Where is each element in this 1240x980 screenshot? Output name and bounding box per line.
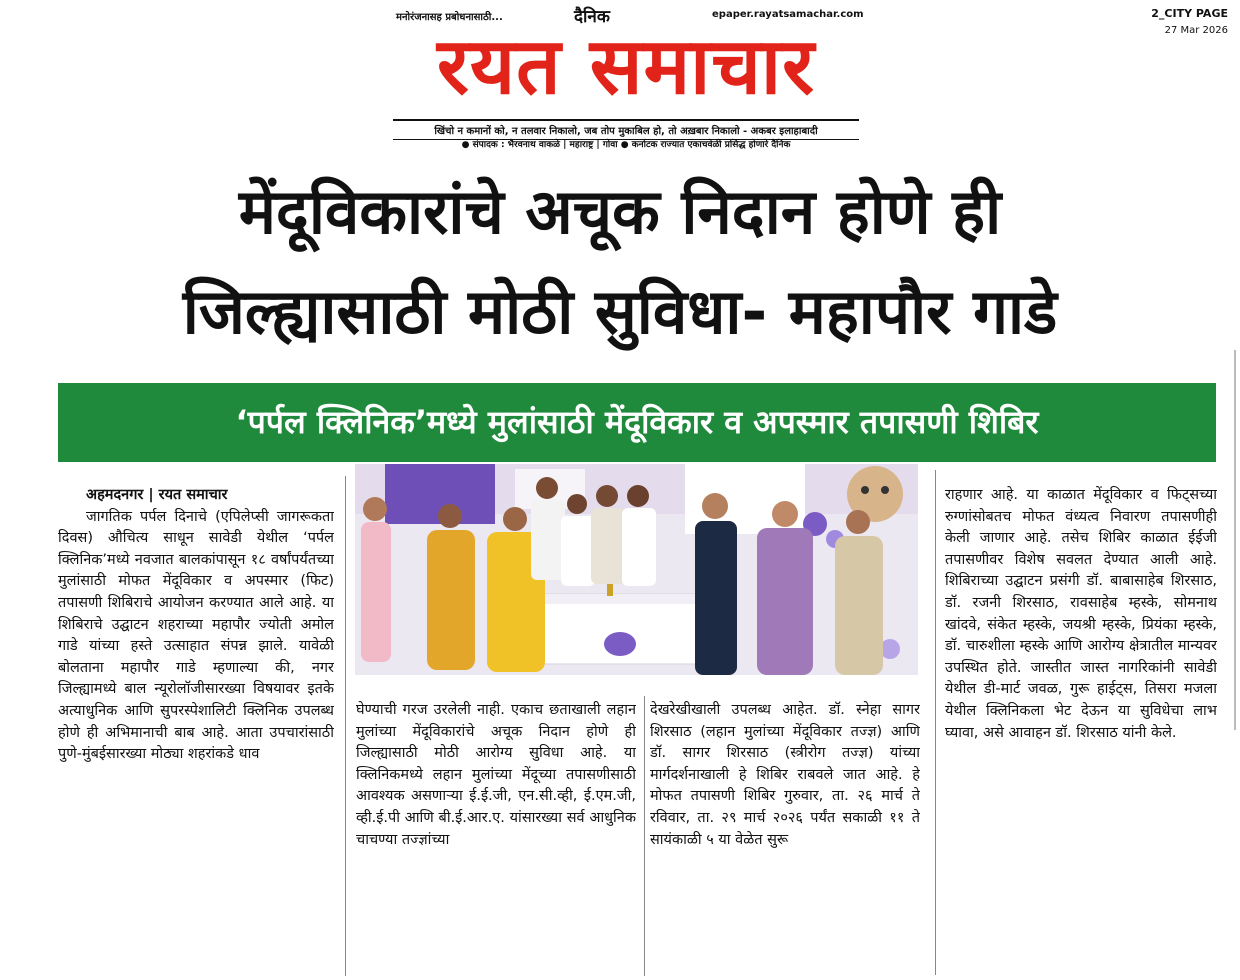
masthead-dainik-label: दैनिक <box>574 7 610 27</box>
article-text: जागतिक पर्पल दिनाचे (एपिलेप्सी जागरूकता दिवस) औचित्य साधून सावेडी येथील ‘पर्पल क्लिनिक’मध्ये नवजात बालकांपासून १८ वर्षांपर्यंतच्या मुलांसाठी मोफत मेंदूविकार व अपस्मार (फिट) तपासणी शिबिराचे आयोजन करण्यात आले आहे. या शिबिराचे उद्घाटन शहराच्या महापौर ज्योती अमोल गाडे यांच्या हस्ते उत्साहात संपन्न झाले. यावेळी बोलताना महापौर गाडे म्हणाल्या की, नगर जिल्ह्यामध्ये बाल न्यूरोलॉजीसारख्या विषयावर इतके अत्याधुनिक आणि सुपरस्पेशालिटी क्लिनिक उपलब्ध होणे ही अभिमानाची बाब आहे. आता उपचारांसाठी पुणे-मुंबईसारख्या मोठ्या शहरांकडे धाव <box>58 508 334 763</box>
headline-line-2: जिल्ह्यासाठी मोठी सुविधा- महापौर गाडे <box>182 275 1058 348</box>
masthead-motto: खिंचो न कमानों को, न तलवार निकालो, जब तोप मुकाबिल हो, तो अख़बार निकालो - अकबर इलाहाबादी <box>393 119 859 140</box>
page-date: 27 Mar 2026 <box>1164 25 1228 36</box>
headline-line-1: मेंदूविकारांचे अचूक निदान होणे ही <box>238 175 1002 248</box>
page-label: 2_CITY PAGE <box>1151 7 1228 20</box>
article-column-4 <box>945 485 1217 975</box>
newspaper-masthead-title: रयत समाचार <box>437 22 815 112</box>
column-divider <box>644 696 645 976</box>
event-photo <box>355 464 918 675</box>
masthead-editor-line: ● संपादक : भैरवनाथ वाकळे | महाराष्ट्र | गोवा ● कर्नाटक राज्यात एकाचवेळी प्रसिद्ध होणारे दैनिक <box>461 140 791 150</box>
article-text: घेण्याची गरज उरलेली नाही. एकाच छताखाली लहान मुलांच्या मेंदूविकारांचे अचूक निदान होणे ही जिल्ह्यासाठी मोठी आरोग्य सुविधा आहे. या क्लिनिकमध्ये लहान मुलांच्या मेंदूच्या तपासणीसाठी आवश्यक असणाऱ्या ई.ई.जी, एन.सी.व्ही, ई.एम.जी, व्ही.ई.पी आणि बी.ई.आर.ए. यांसारख्या सर्व आधुनिक चाचण्या तज्ज्ञांच्या <box>356 702 636 848</box>
article-text: देखरेखीखाली उपलब्ध आहेत. डॉ. स्नेहा सागर शिरसाठ (लहान मुलांच्या मेंदूविकार तज्ज्ञ) आणि डॉ. सागर शिरसाठ (स्त्रीरोग तज्ज्ञ) यांच्या मार्गदर्शनाखाली हे शिबिर राबवले जात आहे. हे मोफत तपासणी शिबिर गुरुवार, ता. २६ मार्च ते रविवार, ता. २९ मार्च २०२६ पर्यंत सकाळी ११ ते सायंकाळी ५ या वेळेत सुरू <box>650 702 920 848</box>
masthead-tagline: मनोरंजनासह प्रबोधनासाठी... <box>396 12 503 23</box>
article-text: राहणार आहे. या काळात मेंदूविकार व फिट्सच्या रुग्णांसोबतच मोफत वंध्यत्व निवारण तपासणीही केली जाणार आहे. तसेच शिबिर काळात ईईजी तपासणीवर विशेष सवलत देण्यात आली आहे. शिबिराच्या उद्घाटन प्रसंगी डॉ. बाबासाहेब शिरसाठ, डॉ. रजनी शिरसाठ, रावसाहेब म्हस्के, सोमनाथ खांदवे, संकेत म्हस्के, जयश्री म्हस्के, प्रियंका म्हस्के, डॉ. चारुशीला म्हस्के आणि आरोग्य क्षेत्रातील मान्यवर उपस्थित होते. जास्तीत जास्त नागरिकांनी सावेडी येथील डी-मार्ट जवळ, गुरू हाईट्स, तिसरा मजला येथील क्लिनिकला भेट देऊन या सुविधेचा लाभ घ्यावा, असे आवाहन डॉ. शिरसाठ यांनी केले. <box>945 487 1217 741</box>
event-photo-illustration <box>355 464 918 675</box>
article-column-3 <box>650 700 920 976</box>
article-column-1 <box>58 485 334 975</box>
epaper-url[interactable]: epaper.rayatsamachar.com <box>712 9 864 20</box>
page-edge-line <box>1234 350 1236 730</box>
subheadline-text: ‘पर्पल क्लिनिक’मध्ये मुलांसाठी मेंदूविकार व अपस्मार तपासणी शिबिर <box>235 403 1039 441</box>
column-divider <box>935 470 936 975</box>
column-divider <box>345 476 346 976</box>
article-column-2 <box>356 700 636 976</box>
article-dateline: अहमदनगर | रयत समाचार <box>86 487 228 503</box>
